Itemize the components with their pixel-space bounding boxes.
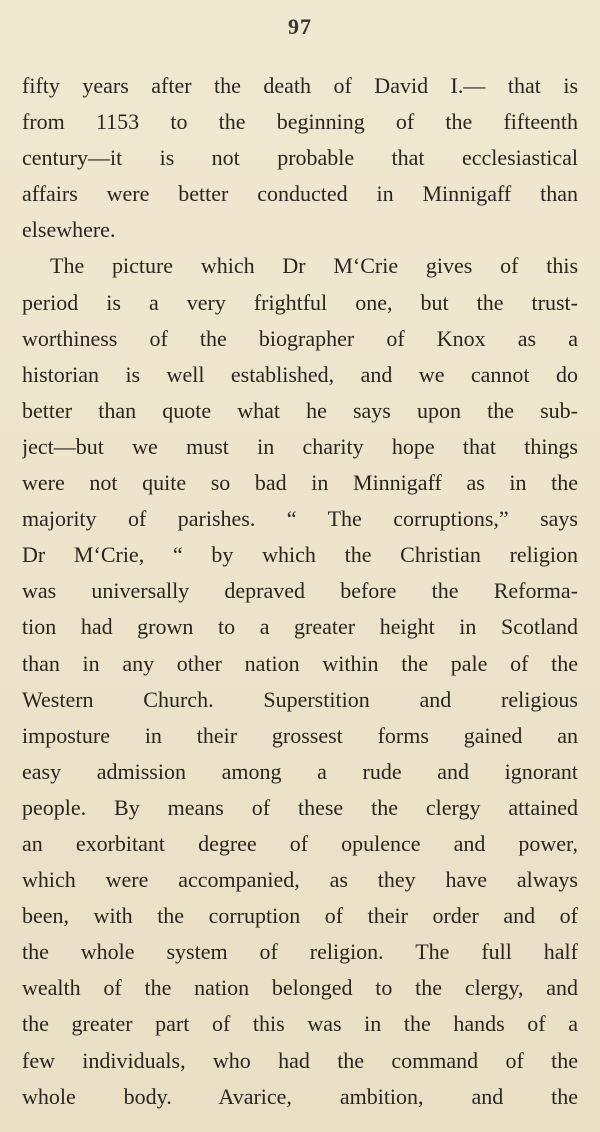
text-line: people. By means of these the clergy attained xyxy=(22,794,578,820)
text-line: from 1153 to the beginning of the fifteenth xyxy=(22,109,578,135)
text-line: century—it is not probable that ecclesiastical xyxy=(22,145,578,171)
text-line: fifty years after the death of David I.— that is xyxy=(22,73,578,98)
paragraph-start-line: The picture which Dr M‘Crie gives of this xyxy=(50,253,578,279)
text-line: period is a very frightful one, but the trust- xyxy=(22,289,578,315)
text-line: which were accompanied, as they have always xyxy=(22,867,578,893)
text-line: an exorbitant degree of opulence and power, xyxy=(22,830,578,856)
text-line: few individuals, who had the command of the xyxy=(22,1047,578,1073)
text-line: Western Church. Superstition and religious xyxy=(22,686,578,712)
text-line: wealth of the nation belonged to the clergy, and xyxy=(22,975,578,1001)
text-line: the greater part of this was in the hands of a xyxy=(22,1011,578,1037)
text-line: affairs were better conducted in Minnigaff than xyxy=(22,181,578,207)
text-line: worthiness of the biographer of Knox as a xyxy=(22,325,578,351)
body-text xyxy=(22,68,578,1115)
text-line: Dr M‘Crie, “ by which the Christian religion xyxy=(22,542,578,568)
text-line: was universally depraved before the Reforma- xyxy=(22,578,578,604)
text-line: the whole system of religion. The full half xyxy=(22,939,578,965)
text-line: imposture in their grossest forms gained an xyxy=(22,722,578,748)
text-line: majority of parishes. “ The corruptions,” says xyxy=(22,506,578,532)
text-line: been, with the corruption of their order and of xyxy=(22,903,578,929)
text-line: were not quite so bad in Minnigaff as in the xyxy=(22,470,578,496)
text-line: than in any other nation within the pale of the xyxy=(22,650,578,676)
text-line: elsewhere. xyxy=(22,217,116,243)
text-line: tion had grown to a greater height in Scotland xyxy=(22,614,578,640)
page-number: 97 xyxy=(288,14,312,39)
text-line: easy admission among a rude and ignorant xyxy=(22,758,578,784)
text-line: historian is well established, and we cannot do xyxy=(22,361,578,387)
text-line: ject—but we must in charity hope that things xyxy=(22,433,578,459)
text-line: better than quote what he says upon the sub- xyxy=(22,397,578,423)
text-line: whole body. Avarice, ambition, and the xyxy=(22,1083,578,1109)
